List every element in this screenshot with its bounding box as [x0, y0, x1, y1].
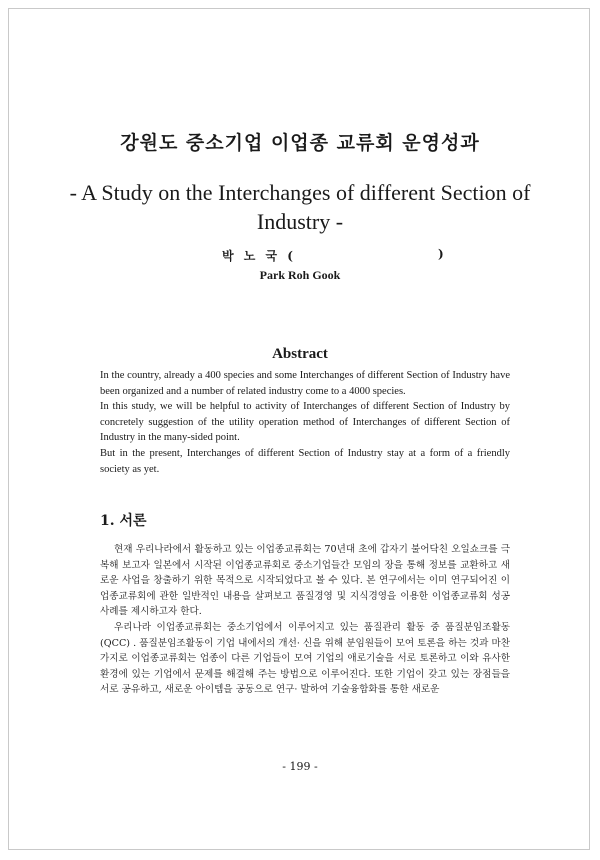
author-name-english: Park Roh Gook	[259, 268, 341, 282]
page-number: - 199 -	[282, 760, 318, 773]
body-paragraph: 현재 우리나라에서 활동하고 있는 이업종교류회는 70년대 초에 갑자기 불어닥친 오일쇼크를 극복해 보고자 일본에서 시작된 이업종교류회로 중소기업들간 모임의 장을 통해 정보를 교환하고 새로운 사업을 창출하기 위한 목적으로 시작되었다고 볼 수 있다. 본 연구에서는 이미 연구되어진 이업종교류회에 관한 일반적인 내용을 살펴보고 품질경영 및 지식경영을 이용한 이업종교류회 성공 사례를 제시하고자 한다.	[100, 544, 510, 618]
author-name-korean: 박 노 국 (	[222, 249, 296, 263]
introduction-body	[100, 542, 510, 698]
section-heading-introduction: 1. 서론	[100, 513, 147, 529]
abstract-heading: Abstract	[272, 346, 328, 362]
abstract-paragraph: But in the present, Interchanges of different Section of Industry stay at a form of a friendly society as yet.	[100, 447, 510, 475]
author-affiliation-close: )	[438, 247, 444, 261]
abstract-body	[100, 368, 510, 477]
paper-title-korean: 강원도 중소기업 이업종 교류회 운영성과	[120, 132, 480, 154]
paper-title-english: - A Study on the Interchanges of different Section of Industry -	[69, 180, 531, 234]
abstract-paragraph: In this study, we will be helpful to activity of Interchanges of different Section of Industry by concretely suggestion of the utility operation method of Interchanges of different Section of Industry in the many-sided point.	[100, 401, 510, 444]
abstract-paragraph: In the country, already a 400 species and some Interchanges of different Section of Industry have been organized and a number of related industry come to a 4000 species.	[100, 370, 510, 397]
body-paragraph: 우리나라 이업종교류회는 중소기업에서 이루어지고 있는 품질관리 활동 중 품질분임조활동(QCC) . 품질분임조활동이 기업 내에서의 개선· 신을 위해 분임원들이 모여 토론을 하는 것과 마찬가지로 이업종교류회는 업종이 다른 기업들이 모여 기업의 애로기술을 서로 토론하고 이와 유사한 환경에 있는 기업에서 문제를 해결해 주는 방법으로 이루어진다. 또한 기업이 갖고 있는 장점들을 서로 공유하고, 새로운 아이템을 공동으로 연구· 발하여 기술융합화를 통한 새로운	[100, 621, 510, 696]
